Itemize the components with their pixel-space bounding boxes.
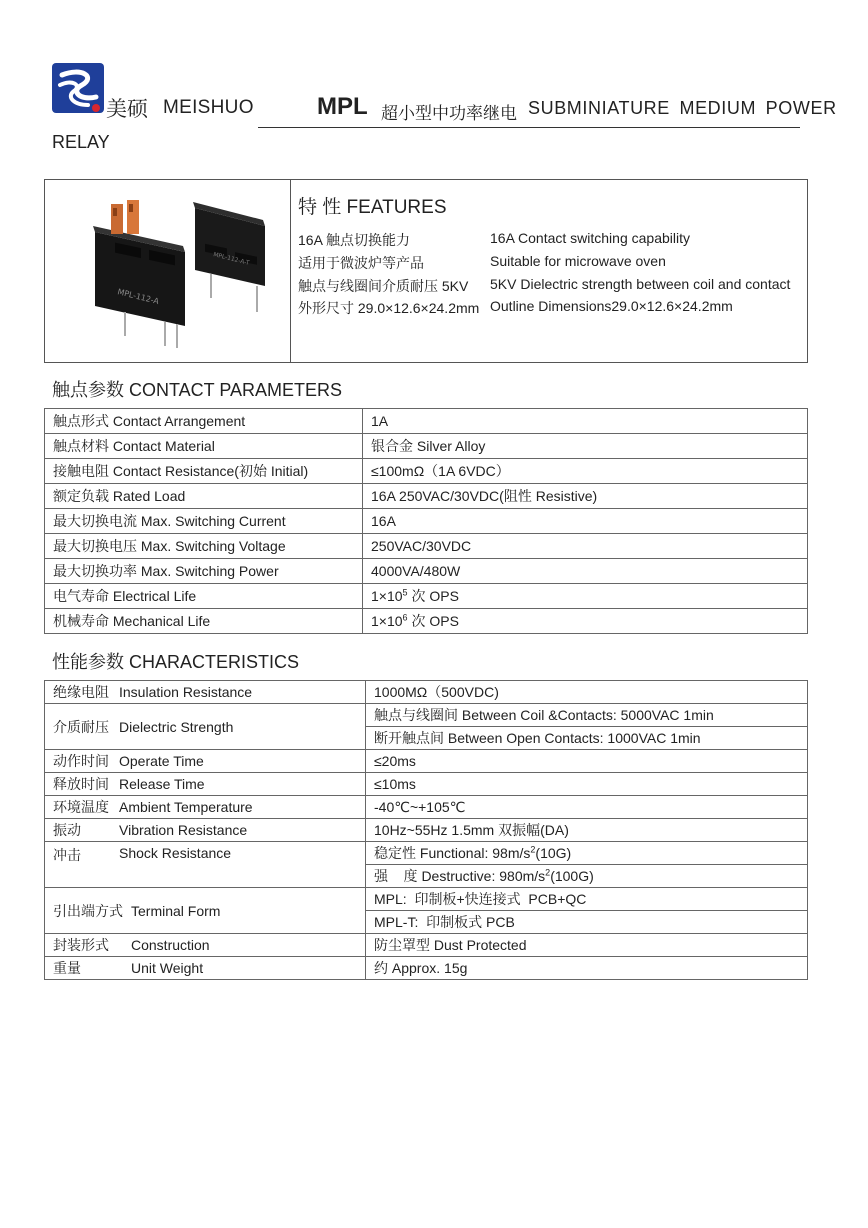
param-label: 最大切换电压 Max. Switching Voltage [45,534,363,559]
param-label: 机械寿命 Mechanical Life [45,609,363,634]
char-label-en: Shock Resistance [111,842,366,888]
char-value: 断开触点间 Between Open Contacts: 1000VAC 1min [366,727,808,750]
char-value: ≤20ms [366,750,808,773]
feature-cn: 16A 触点切换能力 [298,232,411,248]
contact-parameters-table [44,408,808,634]
param-label: 额定负载 Rated Load [45,484,363,509]
char-value: 约 Approx. 15g [366,957,808,980]
table-row [45,888,808,911]
char-label-cn: 振动 [45,819,112,842]
header-rule [258,127,800,128]
param-value: 16A 250VAC/30VDC(阻性 Resistive) [363,484,808,509]
meishuo-logo [52,63,104,113]
char-value: 稳定性 Functional: $98m/s^2(10G)$ [366,842,808,865]
param-label: 最大切换电流 Max. Switching Current [45,509,363,534]
relay-product-photo [65,186,275,356]
relay-back-marking: MPL-112-A-T [212,251,251,267]
param-value: $1\times 10^6$ 次 OPS [363,609,808,634]
feature-cn: 触点与线圈间介质耐压 5KV [298,278,469,294]
table-row [45,459,808,484]
char-value: MPL: 印制板+快连接式 PCB+QC [366,888,808,911]
table-row [45,409,808,434]
param-value: 1A [363,409,808,434]
param-label: 电气寿命 Electrical Life [45,584,363,609]
char-label-cn: 释放时间 [45,773,112,796]
char-label-en: Insulation Resistance [111,681,366,704]
table-row [45,434,808,459]
char-label-cn: 环境温度 [45,796,112,819]
char-label-en: Release Time [111,773,366,796]
char-label: 引出端方式 Terminal Form [45,888,366,934]
table-row [45,957,808,980]
features-box [44,179,808,363]
param-label: 接触电阻 Contact Resistance(初始 Initial) [45,459,363,484]
product-title-en-continued: RELAY [52,132,110,152]
contact-parameters-title: 触点参数 CONTACT PARAMETERS [52,380,343,400]
table-row [45,509,808,534]
feature-cn: 适用于微波炉等产品 [298,255,424,271]
char-value: -40℃~+105℃ [366,796,808,819]
table-row [45,584,808,609]
table-row [45,773,808,796]
features-divider [290,180,291,362]
table-row [45,842,808,865]
char-label-cn: 冲击 [45,842,112,888]
characteristics-table [44,680,808,980]
char-label-en: Dielectric Strength [111,704,366,750]
char-value: 10Hz~55Hz 1.5mm 双振幅(DA) [366,819,808,842]
model-name: MPL [317,93,368,120]
char-label: 重量 Unit Weight [45,957,366,980]
features-title: 特 性 FEATURES [298,197,447,218]
char-value: 防尘罩型 Dust Protected [366,934,808,957]
param-value: 16A [363,509,808,534]
characteristics-title: 性能参数 CHARACTERISTICS [52,652,300,672]
table-row [45,819,808,842]
feature-en: 16A Contact switching capability [490,230,690,246]
product-title-en: SUBMINIATURE MEDIUM POWER [528,98,837,118]
char-value: ≤10ms [366,773,808,796]
table-row [45,484,808,509]
param-label: 触点形式 Contact Arrangement [45,409,363,434]
char-value: 1000MΩ（500VDC) [366,681,808,704]
table-row [45,750,808,773]
param-value: 250VAC/30VDC [363,534,808,559]
table-row [45,704,808,727]
param-label: 触点材料 Contact Material [45,434,363,459]
table-row [45,609,808,634]
char-label-en: Operate Time [111,750,366,773]
brand-name-cn: 美硕 [106,98,148,121]
char-value: MPL-T: 印制板式 PCB [366,911,808,934]
char-label-en: Ambient Temperature [111,796,366,819]
table-row [45,934,808,957]
relay-front-marking: MPL-112-A [116,287,160,307]
feature-en: 5KV Dielectric strength between coil and contact [490,276,791,292]
feature-en: Outline Dimensions29.0×12.6×24.2mm [490,298,733,314]
table-row [45,534,808,559]
param-value: 银合金 Silver Alloy [363,434,808,459]
product-title-cn: 超小型中功率继电 [381,104,517,123]
char-label-cn: 动作时间 [45,750,112,773]
char-label-cn: 绝缘电阻 [45,681,112,704]
table-row [45,796,808,819]
char-value: 强 度 Destructive: $980m/s^2(100G)$ [366,865,808,888]
char-label-en: Vibration Resistance [111,819,366,842]
table-row [45,559,808,584]
feature-en: Suitable for microwave oven [490,253,666,269]
char-label-cn: 介质耐压 [45,704,112,750]
param-value: 4000VA/480W [363,559,808,584]
param-value: ≤100mΩ（1A 6VDC） [363,459,808,484]
feature-cn: 外形尺寸 29.0×12.6×24.2mm [298,300,480,316]
char-label: 封装形式 Construction [45,934,366,957]
param-label: 最大切换功率 Max. Switching Power [45,559,363,584]
table-row [45,681,808,704]
brand-name-en: MEISHUO [163,97,254,118]
char-value: 触点与线圈间 Between Coil &Contacts: 5000VAC 1min [366,704,808,727]
param-value: $1\times 10^5$ 次 OPS [363,584,808,609]
